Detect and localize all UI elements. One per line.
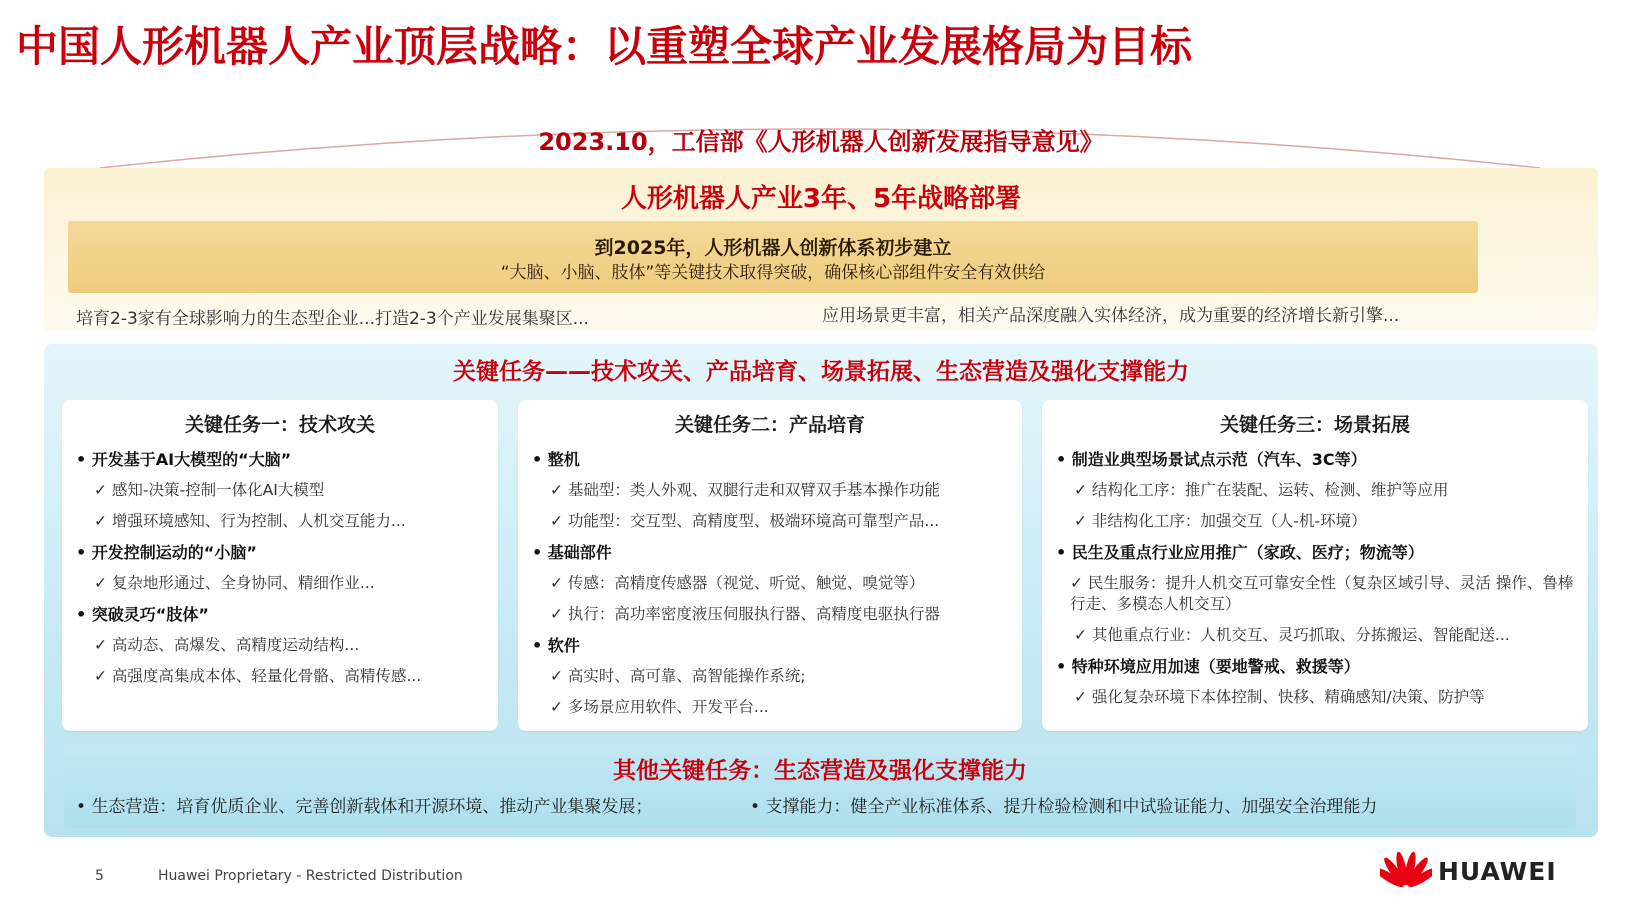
task-card-tech [62,400,498,731]
page-number: 5 [95,868,104,884]
brand-name: HUAWEI [1438,856,1557,886]
check-item: ✓ 感知-决策-控制一体化AI大模型 [76,475,488,506]
check-item: ✓ 非结构化工序：加强交互（人-机-环境） [1056,506,1578,537]
check-item: ✓ 执行：高功率密度液压伺服执行器、高精度电驱执行器 [532,599,1012,630]
goal-headline: 到2025年，人形机器人创新体系初步建立 [594,237,952,259]
check-item: ✓ 其他重点行业：人机交互、灵巧抓取、分拣搬运、智能配送... [1056,620,1578,651]
other-tasks-title: 其他关键任务：生态营造及强化支撑能力 [613,758,1027,784]
bullet-item: • 基础部件 [532,537,1012,568]
bullet-item: • 突破灵巧“肢体” [76,599,488,630]
goal-detail: “大脑、小脑、肢体”等关键技术取得突破，确保核心部组件安全有效供给 [500,263,1046,283]
card-title: 关键任务二：产品培育 [674,414,865,436]
check-item: ✓ 多场景应用软件、开发平台... [532,692,1012,723]
bullet-item: • 开发基于AI大模型的“大脑” [76,444,488,475]
card-title: 关键任务一：技术攻关 [184,414,375,436]
check-item: ✓ 基础型：类人外观、双腿行走和双臂双手基本操作功能 [532,475,1012,506]
bullet-item: • 制造业典型场景试点示范（汽车、3C等） [1056,444,1578,475]
check-item: ✓ 结构化工序：推广在装配、运转、检测、维护等应用 [1056,475,1578,506]
other-tasks-support: • 支撑能力：健全产业标准体系、提升检验检测和中试验证能力、加强安全治理能力 [750,792,1377,817]
strategy-right-note: 应用场景更丰富，相关产品深度融入实体经济，成为重要的经济增长新引擎... [822,306,1400,326]
task-card-product [518,400,1022,731]
bullet-item: • 软件 [532,630,1012,661]
card-body [532,444,1012,723]
card-title: 关键任务三：场景拓展 [1219,414,1410,436]
check-item: ✓ 高实时、高可靠、高智能操作系统; [532,661,1012,692]
check-item: ✓ 增强环境感知、行为控制、人机交互能力... [76,506,488,537]
check-item: ✓ 传感：高精度传感器（视觉、听觉、触觉、嗅觉等） [532,568,1012,599]
check-item: ✓ 高强度高集成本体、轻量化骨骼、高精传感... [76,661,488,692]
bullet-item: • 开发控制运动的“小脑” [76,537,488,568]
bullet-item: • 民生及重点行业应用推广（家政、医疗；物流等） [1056,537,1578,568]
huawei-logo [1380,850,1557,892]
strategy-left-note: 培育2-3家有全球影响力的生态型企业...打造2-3个产业发展集聚区... [76,309,589,329]
bullet-item: • 整机 [532,444,1012,475]
confidentiality-note: Huawei Proprietary - Restricted Distribution [158,868,463,884]
page-title: 中国人形机器人产业顶层战略：以重塑全球产业发展格局为目标 [16,22,1193,71]
check-item: ✓ 强化复杂环境下本体控制、快移、精确感知/决策、防护等 [1056,682,1578,713]
card-body [76,444,488,692]
check-item: ✓ 高动态、高爆发、高精度运动结构... [76,630,488,661]
tasks-title: 关键任务——技术攻关、产品培育、场景拓展、生态营造及强化支撑能力 [453,359,1189,385]
policy-reference: 2023.10，工信部《人形机器人创新发展指导意见》 [538,128,1104,156]
huawei-flower-icon [1380,850,1432,892]
check-item: ✓ 复杂地形通过、全身协同、精细作业... [76,568,488,599]
task-card-scenario [1042,400,1588,731]
other-tasks-ecosystem: • 生态营造：培育优质企业、完善创新载体和开源环境、推动产业集聚发展； [76,792,652,817]
strategy-title: 人形机器人产业3年、5年战略部署 [620,184,1022,214]
check-item: ✓ 功能型：交互型、高精度型、极端环境高可靠型产品... [532,506,1012,537]
check-item: ✓ 民生服务：提升人机交互可靠安全性（复杂区域引导、灵活 操作、鲁棒行走、多模态人机交互） [1056,568,1578,620]
bullet-item: • 特种环境应用加速（要地警戒、救援等） [1056,651,1578,682]
card-body [1056,444,1578,713]
